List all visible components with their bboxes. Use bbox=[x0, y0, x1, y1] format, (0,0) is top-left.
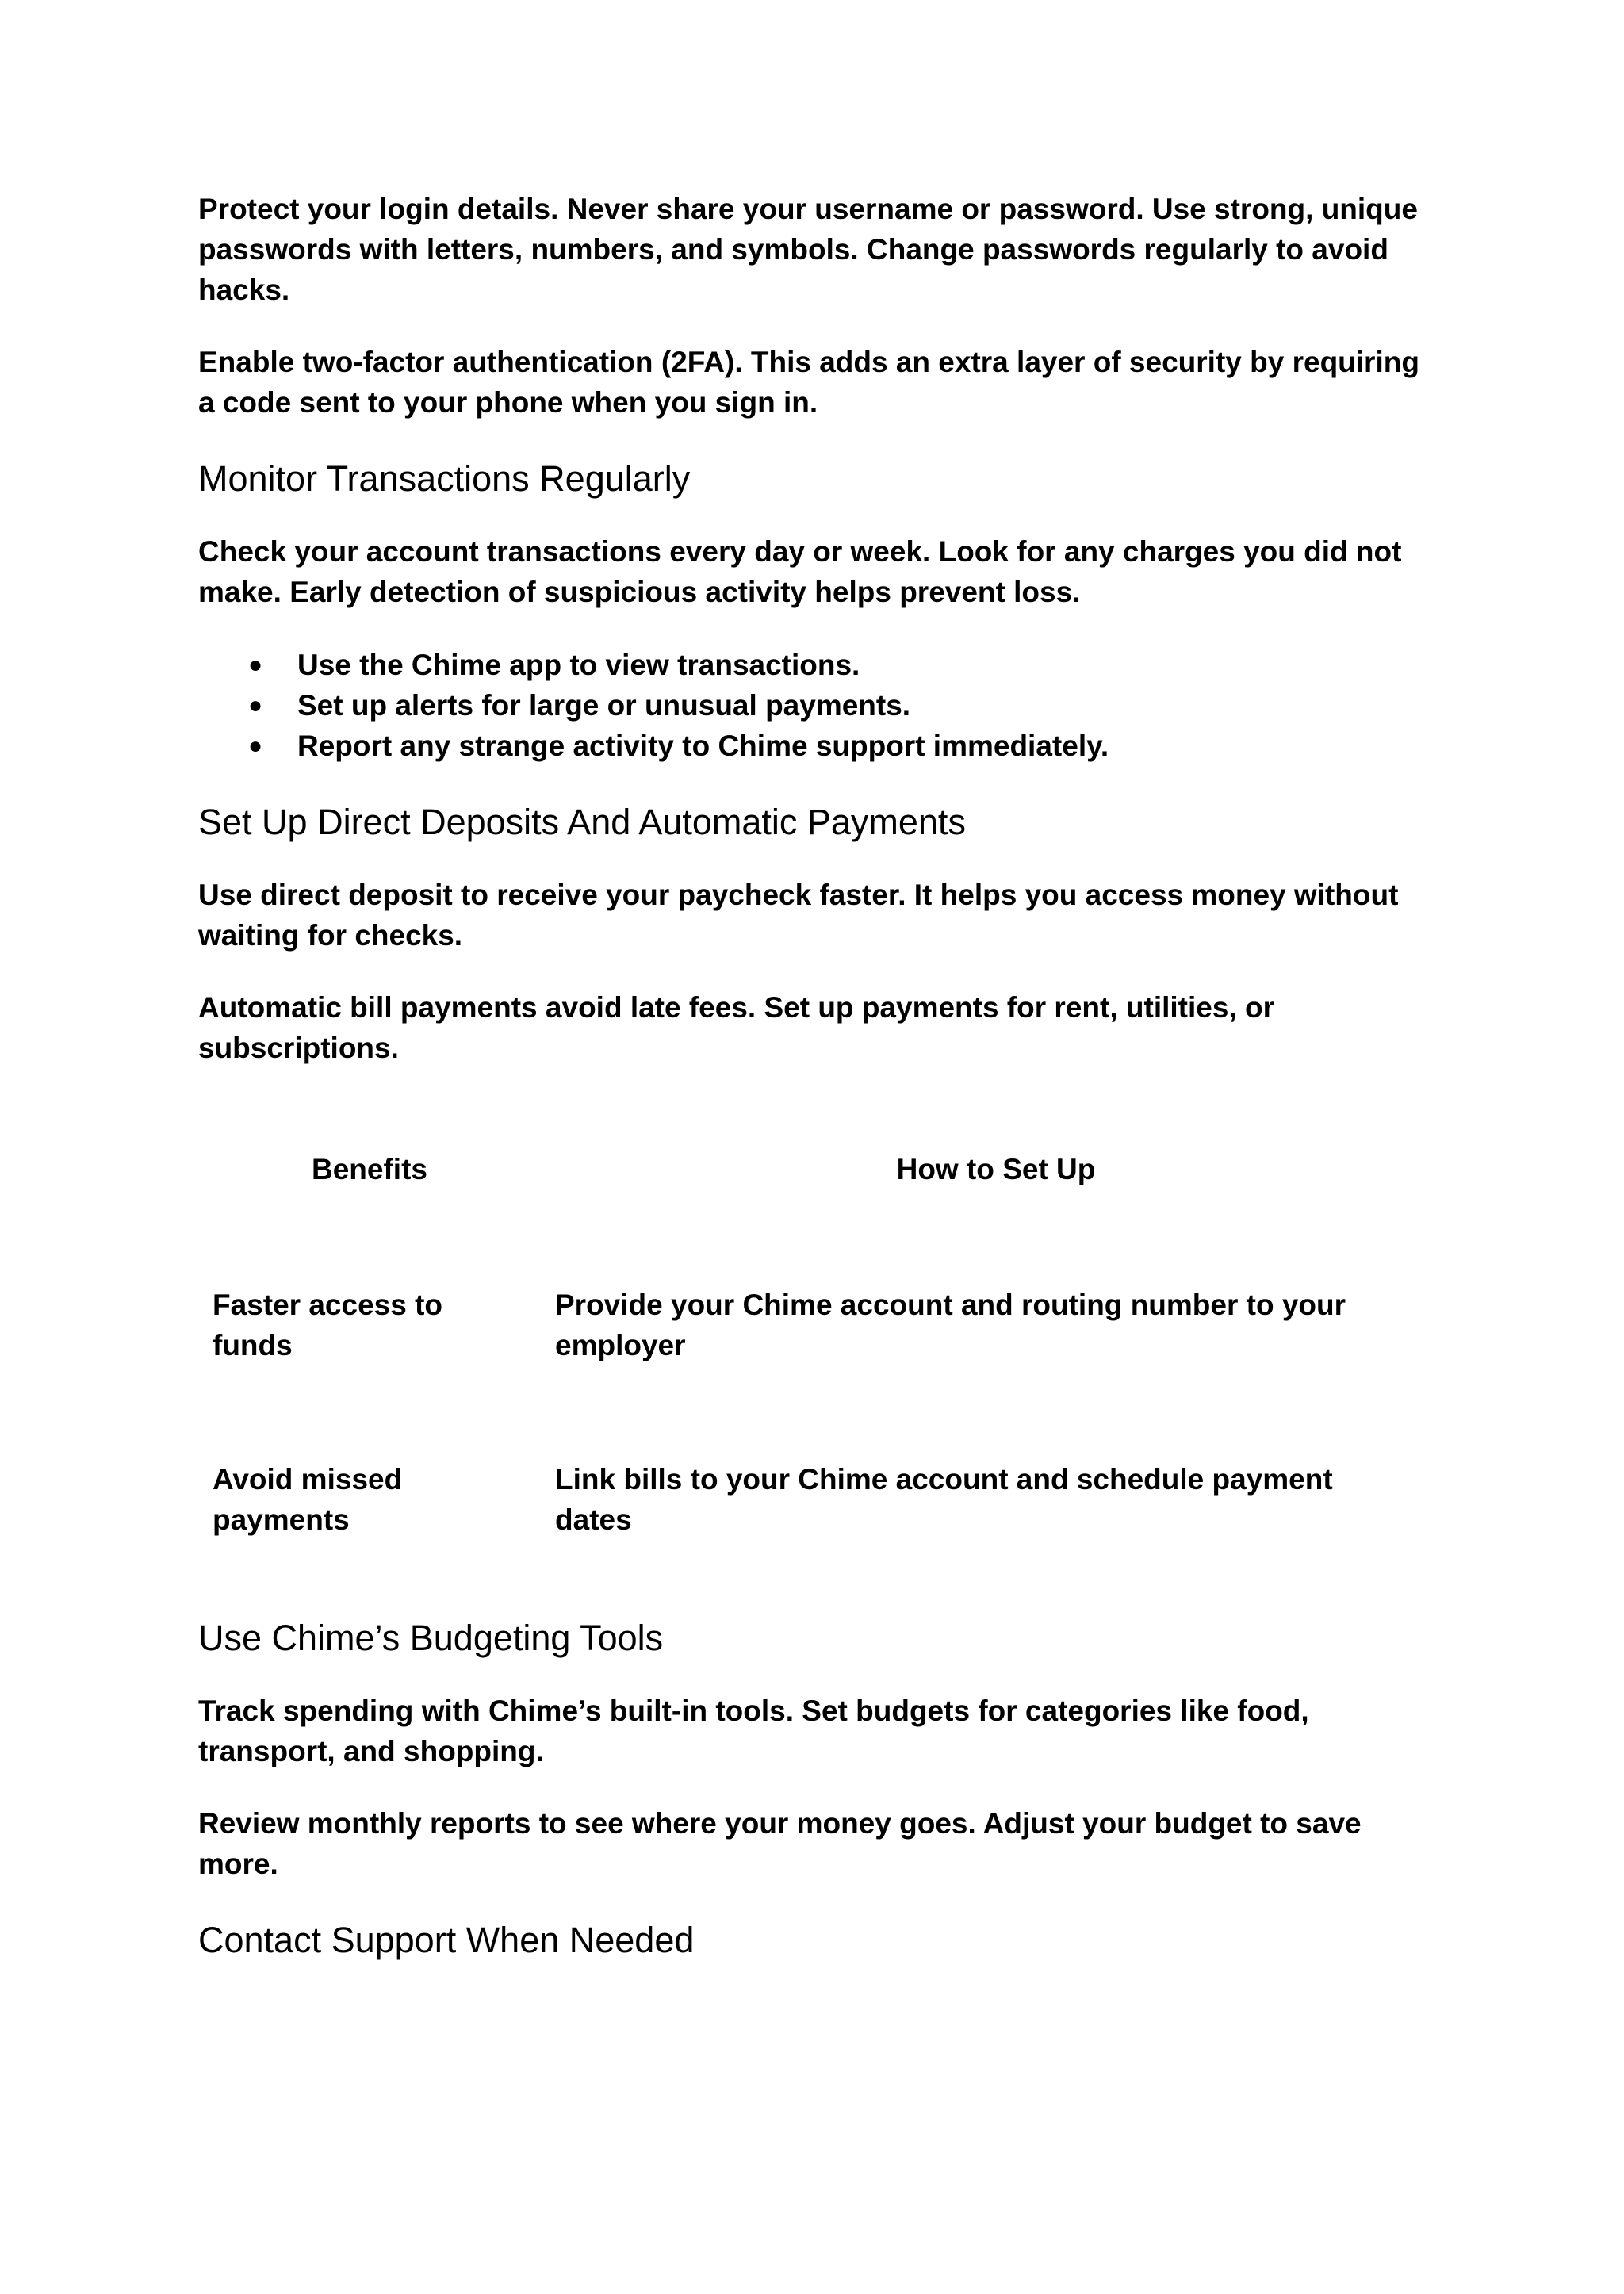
list-item-text: Report any strange activity to Chime support immediately. bbox=[297, 730, 1109, 762]
table-cell: Faster access to funds bbox=[213, 1289, 443, 1361]
list-item bbox=[198, 726, 1451, 766]
table-row bbox=[198, 1459, 1451, 1540]
heading-budgeting-tools: Use Chime’s Budgeting Tools bbox=[198, 1618, 664, 1658]
table-cell: Link bills to your Chime account and schedule payment dates bbox=[555, 1463, 1333, 1536]
paragraph-direct-deposit: Use direct deposit to receive your paycheck faster. It helps you access money without waiting for checks. bbox=[198, 879, 1399, 952]
paragraph-automatic-payments: Automatic bill payments avoid late fees. Set up payments for rent, utilities, or subscriptions. bbox=[198, 991, 1274, 1064]
bullet-icon: ● bbox=[248, 733, 263, 759]
paragraph-track-spending: Track spending with Chime’s built-in tools. Set budgets for categories like food, transport, and shopping. bbox=[198, 1695, 1309, 1767]
table-cell: Avoid missed payments bbox=[213, 1463, 403, 1536]
table-header-cell: How to Set Up bbox=[896, 1153, 1096, 1185]
paragraph-monthly-reports: Review monthly reports to see where your money goes. Adjust your budget to save more. bbox=[198, 1807, 1362, 1880]
paragraph-monitor-transactions: Check your account transactions every day or week. Look for any charges you did not make. Early detection of suspicious activity helps prevent loss. bbox=[198, 535, 1402, 608]
bullet-icon: ● bbox=[248, 692, 263, 718]
document-page bbox=[198, 189, 1451, 1963]
list-item-text: Use the Chime app to view transactions. bbox=[297, 649, 860, 681]
list-item bbox=[198, 645, 1451, 685]
bullet-icon: ● bbox=[248, 652, 263, 678]
paragraph-login-details: Protect your login details. Never share your username or password. Use strong, unique passwords with letters, numbers, and symbols. Change passwords regularly to avoid hacks. bbox=[198, 193, 1418, 306]
table-header-cell: Benefits bbox=[312, 1153, 427, 1185]
heading-monitor-transactions: Monitor Transactions Regularly bbox=[198, 458, 691, 499]
heading-direct-deposits: Set Up Direct Deposits And Automatic Payments bbox=[198, 802, 966, 842]
benefits-table bbox=[198, 1149, 1451, 1540]
paragraph-two-factor: Enable two-factor authentication (2FA). This adds an extra layer of security by requiring a code sent to your phone when you sign in. bbox=[198, 346, 1419, 419]
table-row bbox=[198, 1285, 1451, 1459]
table-header-row bbox=[198, 1149, 1451, 1285]
heading-contact-support: Contact Support When Needed bbox=[198, 1920, 695, 1960]
list-item bbox=[198, 685, 1451, 726]
bullet-list bbox=[198, 645, 1451, 766]
table-cell: Provide your Chime account and routing number to your employer bbox=[555, 1289, 1346, 1361]
list-item-text: Set up alerts for large or unusual payments. bbox=[297, 689, 911, 722]
